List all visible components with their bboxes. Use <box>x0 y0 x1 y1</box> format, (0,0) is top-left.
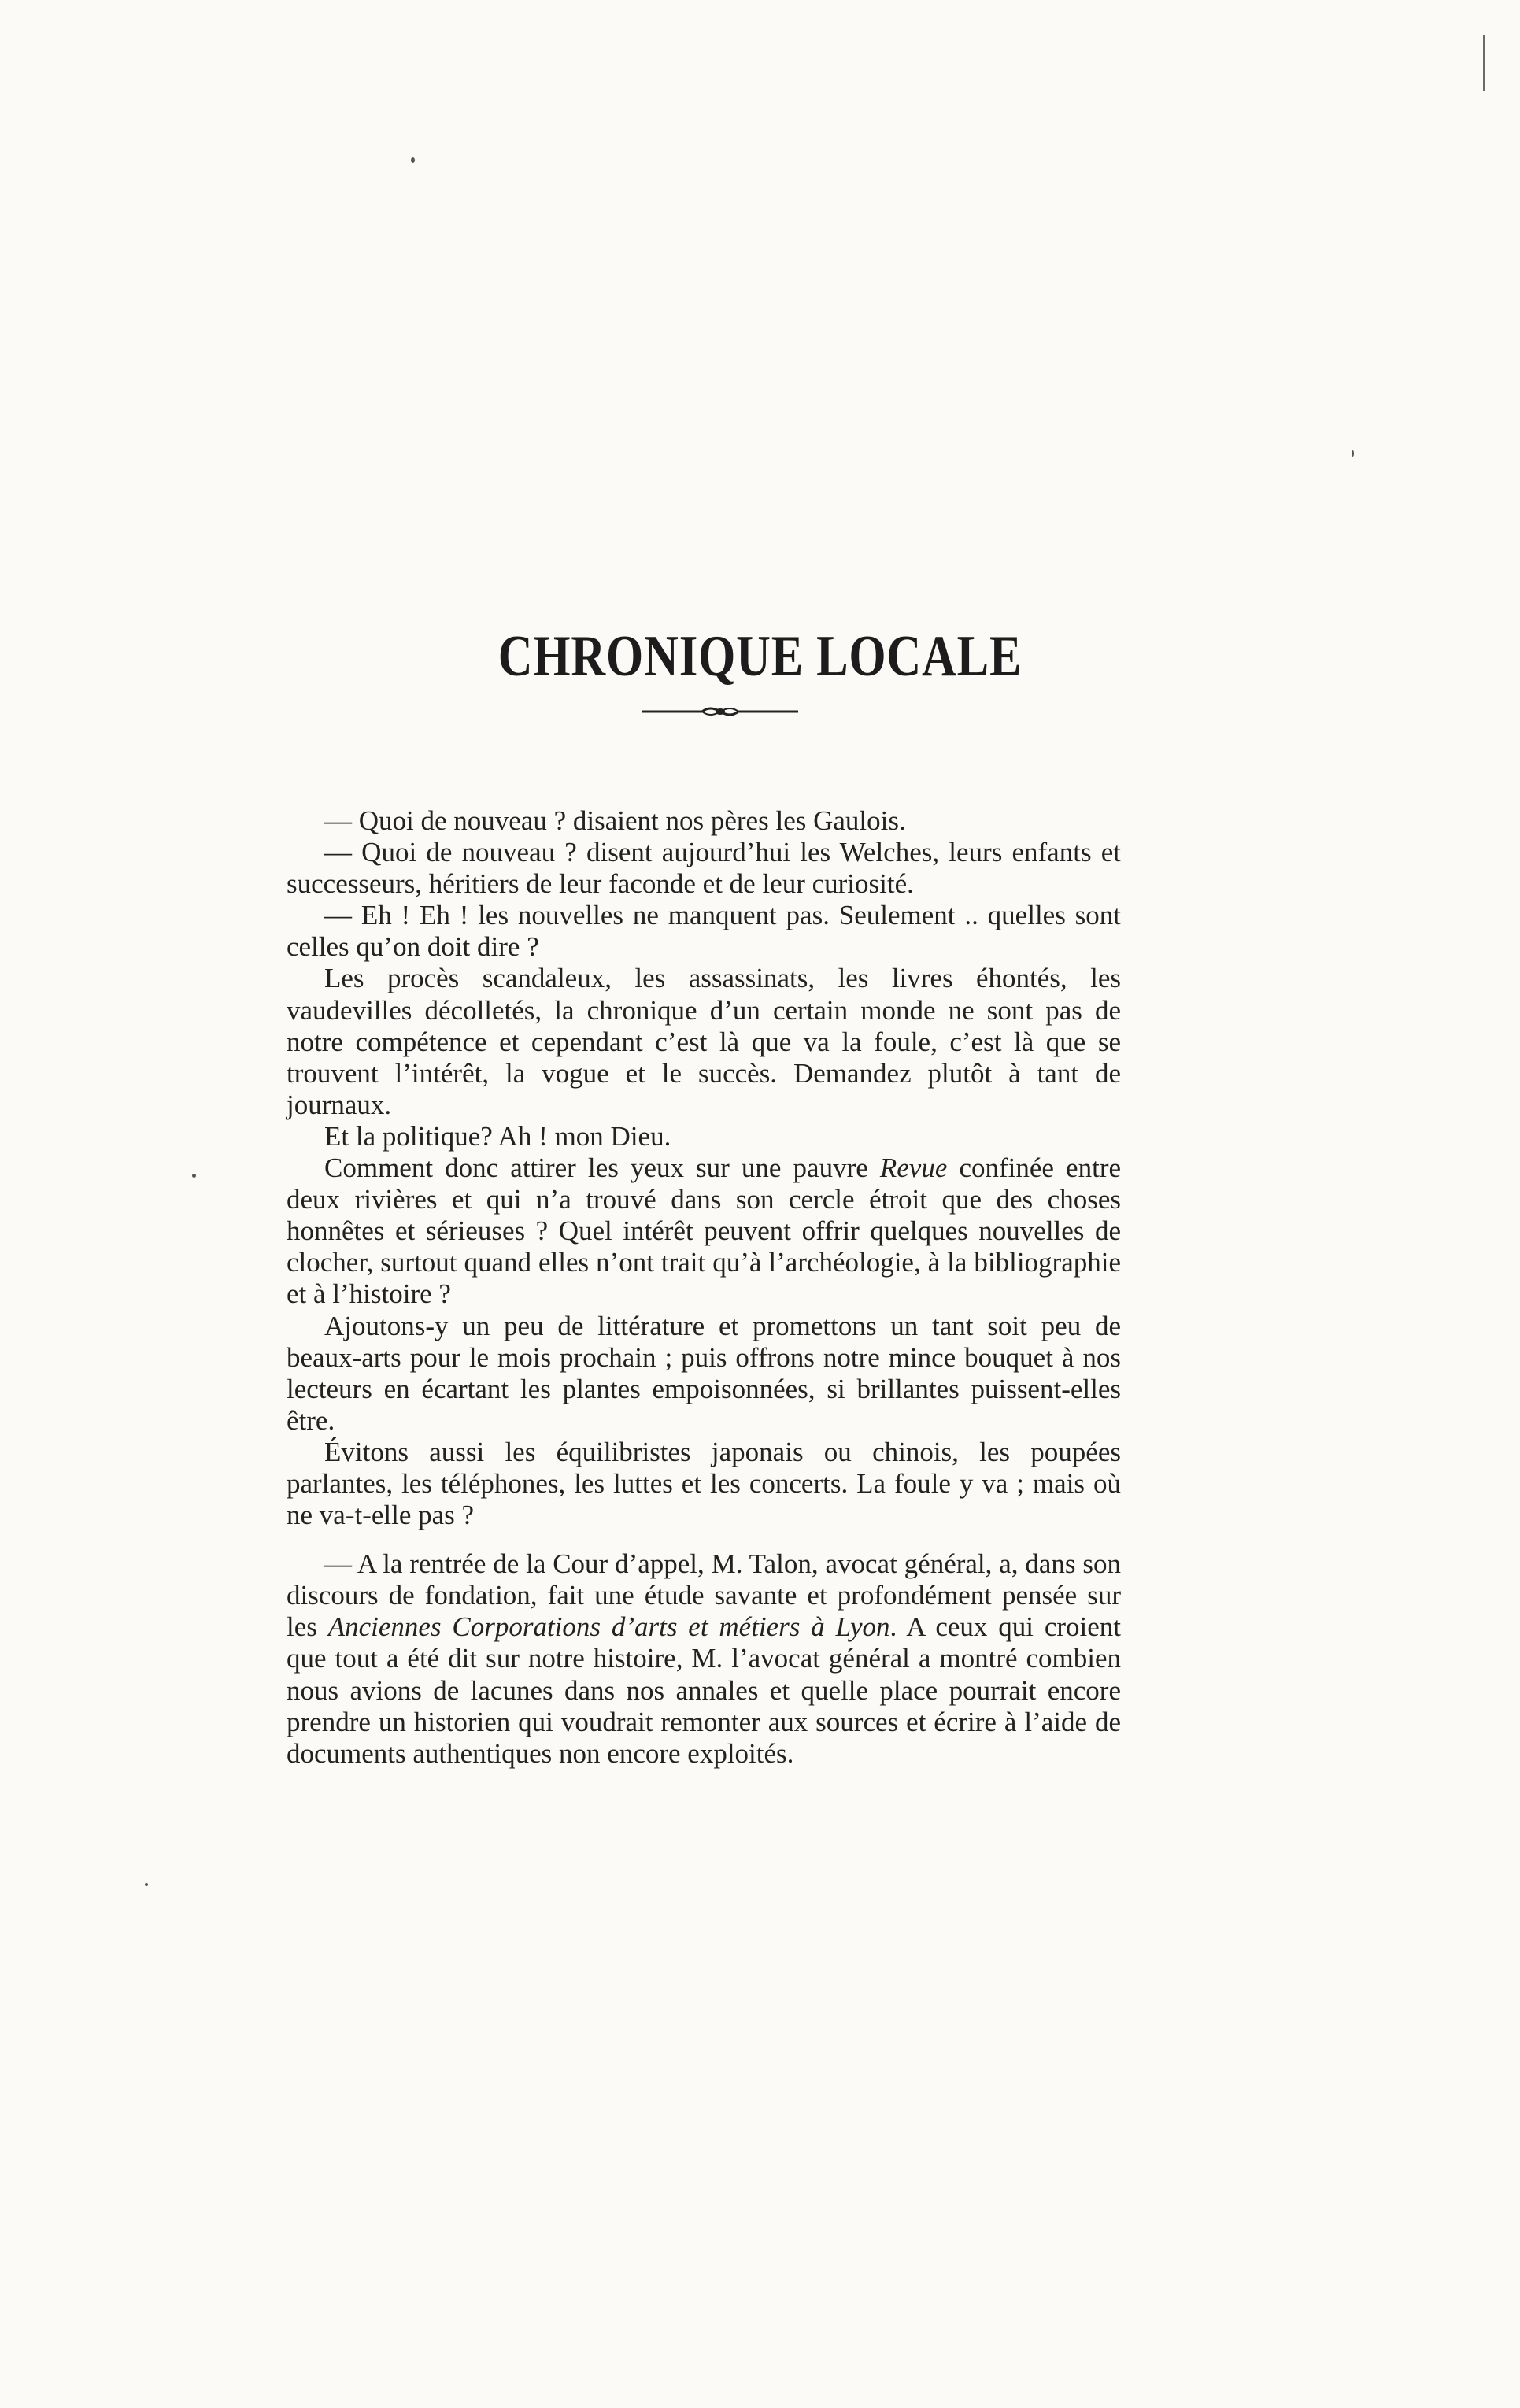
paragraph: Et la politique? Ah ! mon Dieu. <box>324 1120 671 1152</box>
title-ornament <box>641 702 800 721</box>
paragraph: — Quoi de nouveau ? disent aujourd’hui les Welches, leurs enfants et successeurs, héritiers de leur faconde et de leur curiosité. <box>287 837 1121 900</box>
ink-speck <box>411 157 415 163</box>
ink-speck <box>1352 450 1354 457</box>
scan-edge-mark <box>1483 35 1485 91</box>
ink-speck <box>145 1883 148 1886</box>
paragraph: Évitons aussi les équilibristes japonais ou chinois, les poupées parlantes, les téléphones, les luttes et les concerts. La foule y va ; mais où ne va-t-elle pas ? <box>287 1436 1121 1531</box>
paragraph: Comment donc attirer les yeux sur une pauvre Revue confinée entre deux rivières et qui n’a trouvé dans son cercle étroit que des choses honnêtes et sérieuses ? Quel intérêt peuvent offrir quelques nouvelles de clocher, surtout quand elles n’ont trait qu’à l’archéologie, à la bibliographie et à l’histoire ? <box>287 1152 1122 1310</box>
page-title: CHRONIQUE LOCALE <box>497 623 1023 689</box>
paragraph: — A la rentrée de la Cour d’appel, M. Talon, avocat général, a, dans son discours de fondation, fait une étude savante et profondément pensée sur les Anciennes Corporations d’arts et métiers à Lyon. A ceux qui croient que tout a été dit sur notre histoire, M. l’avocat général a montré combien nous avions de lacunes dans nos annales et quelle place pourrait encore prendre un historien qui voudrait remonter aux sources et écrire à l’aide de documents authentiques non encore exploités. <box>287 1548 1121 1769</box>
paragraph: Ajoutons-y un peu de littérature et promettons un tant soit peu de beaux-arts pour le mois prochain ; puis offrons notre mince bouquet à nos lecteurs en écartant les plantes empoisonnées, si brillantes puissent-elles être. <box>287 1310 1121 1436</box>
paragraph: — Eh ! Eh ! les nouvelles ne manquent pas. Seulement .. quelles sont celles qu’on doit dire ? <box>287 900 1121 963</box>
paragraph: — Quoi de nouveau ? disaient nos pères les Gaulois. <box>324 805 906 836</box>
ink-speck <box>192 1174 196 1178</box>
chronicle-text <box>287 805 1121 1770</box>
paragraph: Les procès scandaleux, les assassinats, les livres éhontés, les vaudevilles décolletés, la chronique d’un certain monde ne sont pas de notre compétence et cependant c’est là que va la foule, c’est là que se trouvent l’intérêt, la vogue et le succès. Demandez plutôt à tant de journaux. <box>287 963 1121 1120</box>
